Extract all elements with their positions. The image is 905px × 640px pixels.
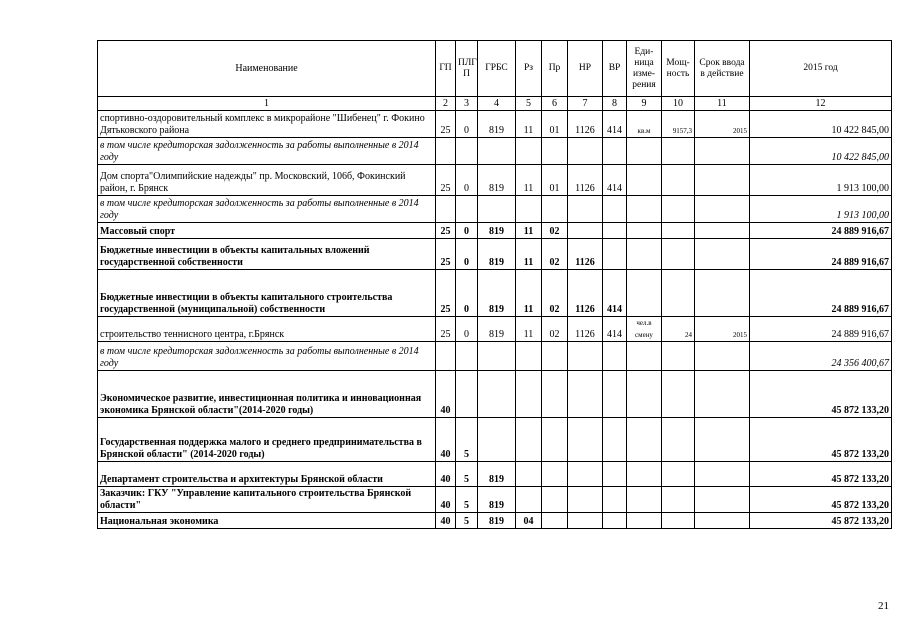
column-number: 5 bbox=[516, 97, 542, 111]
row-unit bbox=[627, 270, 662, 317]
row-amount: 24 889 916,67 bbox=[750, 270, 892, 317]
row-grbs: 819 bbox=[478, 462, 516, 487]
row-rz bbox=[516, 371, 542, 418]
row-plgp: 5 bbox=[456, 418, 478, 462]
row-name: Бюджетные инвестиции в объекты капитального строительства государственной (муниципальной) собственности bbox=[98, 270, 436, 317]
header-grbs: ГРБС bbox=[478, 41, 516, 97]
row-pr: 02 bbox=[542, 270, 568, 317]
row-gp: 25 bbox=[436, 239, 456, 270]
row-grbs: 819 bbox=[478, 270, 516, 317]
row-term bbox=[695, 418, 750, 462]
row-rz: 11 bbox=[516, 239, 542, 270]
row-vr: 414 bbox=[603, 270, 627, 317]
table-row bbox=[98, 462, 892, 487]
row-term bbox=[695, 462, 750, 487]
row-unit: чел.в смену bbox=[627, 317, 662, 342]
row-term: 2015 bbox=[695, 111, 750, 138]
header-vr: ВР bbox=[603, 41, 627, 97]
row-vr: 414 bbox=[603, 165, 627, 196]
row-plgp bbox=[456, 196, 478, 223]
table-row bbox=[98, 239, 892, 270]
row-amount: 45 872 133,20 bbox=[750, 371, 892, 418]
row-pr bbox=[542, 462, 568, 487]
column-number: 6 bbox=[542, 97, 568, 111]
row-power bbox=[662, 371, 695, 418]
row-vr bbox=[603, 487, 627, 513]
row-vr bbox=[603, 223, 627, 239]
row-nr bbox=[568, 138, 603, 165]
row-vr bbox=[603, 513, 627, 529]
row-rz: 11 bbox=[516, 223, 542, 239]
row-name: Департамент строительства и архитектуры Брянской области bbox=[98, 462, 436, 487]
column-number: 8 bbox=[603, 97, 627, 111]
header-pr: Пр bbox=[542, 41, 568, 97]
row-grbs: 819 bbox=[478, 111, 516, 138]
row-rz bbox=[516, 138, 542, 165]
row-pr bbox=[542, 371, 568, 418]
row-amount: 24 356 400,67 bbox=[750, 342, 892, 371]
row-power bbox=[662, 513, 695, 529]
budget-table bbox=[97, 40, 892, 529]
row-grbs: 819 bbox=[478, 223, 516, 239]
row-grbs: 819 bbox=[478, 239, 516, 270]
row-name: строительство теннисного центра, г.Брянск bbox=[98, 317, 436, 342]
row-vr bbox=[603, 462, 627, 487]
row-rz: 11 bbox=[516, 317, 542, 342]
row-gp: 25 bbox=[436, 165, 456, 196]
row-grbs: 819 bbox=[478, 513, 516, 529]
row-rz bbox=[516, 196, 542, 223]
row-term bbox=[695, 487, 750, 513]
row-unit bbox=[627, 418, 662, 462]
row-term bbox=[695, 138, 750, 165]
column-number: 1 bbox=[98, 97, 436, 111]
row-power: 9157,3 bbox=[662, 111, 695, 138]
row-name: Национальная экономика bbox=[98, 513, 436, 529]
row-plgp: 5 bbox=[456, 462, 478, 487]
row-power bbox=[662, 196, 695, 223]
row-amount: 24 889 916,67 bbox=[750, 223, 892, 239]
row-nr bbox=[568, 196, 603, 223]
column-number: 12 bbox=[750, 97, 892, 111]
row-pr bbox=[542, 418, 568, 462]
column-number: 7 bbox=[568, 97, 603, 111]
header-rz: Рз bbox=[516, 41, 542, 97]
row-unit bbox=[627, 223, 662, 239]
row-name: Экономическое развитие, инвестиционная политика и инновационная экономика Брянской области"(2014-2020 годы) bbox=[98, 371, 436, 418]
row-gp: 40 bbox=[436, 418, 456, 462]
row-amount: 45 872 133,20 bbox=[750, 513, 892, 529]
row-pr bbox=[542, 513, 568, 529]
row-amount: 24 889 916,67 bbox=[750, 317, 892, 342]
row-name: в том числе кредиторская задолженность за работы выполненные в 2014 году bbox=[98, 138, 436, 165]
column-number: 11 bbox=[695, 97, 750, 111]
row-plgp: 5 bbox=[456, 513, 478, 529]
row-name: Массовый спорт bbox=[98, 223, 436, 239]
row-unit bbox=[627, 487, 662, 513]
row-unit bbox=[627, 196, 662, 223]
row-plgp: 0 bbox=[456, 223, 478, 239]
row-vr bbox=[603, 342, 627, 371]
row-nr bbox=[568, 487, 603, 513]
row-power: 24 bbox=[662, 317, 695, 342]
row-power bbox=[662, 165, 695, 196]
row-rz: 11 bbox=[516, 165, 542, 196]
row-unit bbox=[627, 371, 662, 418]
row-nr bbox=[568, 418, 603, 462]
row-grbs bbox=[478, 138, 516, 165]
row-name: Дом спорта"Олимпийские надежды" пр. Московский, 106б, Фокинский район, г. Брянск bbox=[98, 165, 436, 196]
column-number-row bbox=[98, 97, 892, 111]
row-unit bbox=[627, 165, 662, 196]
table-row bbox=[98, 487, 892, 513]
row-name: в том числе кредиторская задолженность за работы выполненные в 2014 году bbox=[98, 196, 436, 223]
row-grbs bbox=[478, 418, 516, 462]
row-amount: 10 422 845,00 bbox=[750, 111, 892, 138]
row-amount: 45 872 133,20 bbox=[750, 487, 892, 513]
column-number: 2 bbox=[436, 97, 456, 111]
table-row bbox=[98, 513, 892, 529]
header-nr: НР bbox=[568, 41, 603, 97]
row-gp: 40 bbox=[436, 371, 456, 418]
table-row bbox=[98, 317, 892, 342]
row-plgp: 0 bbox=[456, 165, 478, 196]
row-gp: 25 bbox=[436, 223, 456, 239]
row-amount: 1 913 100,00 bbox=[750, 165, 892, 196]
header-unit: Еди- ница изме- рения bbox=[627, 41, 662, 97]
row-power bbox=[662, 487, 695, 513]
row-plgp: 0 bbox=[456, 239, 478, 270]
row-amount: 1 913 100,00 bbox=[750, 196, 892, 223]
row-rz bbox=[516, 487, 542, 513]
row-pr: 01 bbox=[542, 165, 568, 196]
row-unit: кв.м bbox=[627, 111, 662, 138]
row-amount: 45 872 133,20 bbox=[750, 418, 892, 462]
row-term bbox=[695, 513, 750, 529]
row-rz: 04 bbox=[516, 513, 542, 529]
row-term bbox=[695, 223, 750, 239]
row-vr bbox=[603, 239, 627, 270]
row-pr: 01 bbox=[542, 111, 568, 138]
table-row bbox=[98, 371, 892, 418]
row-grbs: 819 bbox=[478, 487, 516, 513]
row-power bbox=[662, 223, 695, 239]
row-pr bbox=[542, 487, 568, 513]
row-term bbox=[695, 342, 750, 371]
row-nr: 1126 bbox=[568, 317, 603, 342]
row-vr: 414 bbox=[603, 317, 627, 342]
table-row bbox=[98, 138, 892, 165]
row-grbs: 819 bbox=[478, 317, 516, 342]
table-body bbox=[98, 111, 892, 529]
row-gp: 25 bbox=[436, 111, 456, 138]
row-pr bbox=[542, 138, 568, 165]
row-unit bbox=[627, 462, 662, 487]
table-row bbox=[98, 418, 892, 462]
column-number: 10 bbox=[662, 97, 695, 111]
row-nr: 1126 bbox=[568, 270, 603, 317]
row-nr: 1126 bbox=[568, 111, 603, 138]
row-amount: 24 889 916,67 bbox=[750, 239, 892, 270]
table-row bbox=[98, 342, 892, 371]
row-nr bbox=[568, 462, 603, 487]
row-term: 2015 bbox=[695, 317, 750, 342]
row-pr bbox=[542, 196, 568, 223]
row-vr bbox=[603, 418, 627, 462]
row-gp: 40 bbox=[436, 487, 456, 513]
row-power bbox=[662, 138, 695, 165]
column-number: 4 bbox=[478, 97, 516, 111]
row-rz: 11 bbox=[516, 111, 542, 138]
row-grbs bbox=[478, 196, 516, 223]
row-grbs: 819 bbox=[478, 165, 516, 196]
row-plgp: 0 bbox=[456, 270, 478, 317]
row-rz bbox=[516, 418, 542, 462]
row-plgp: 0 bbox=[456, 111, 478, 138]
row-amount: 45 872 133,20 bbox=[750, 462, 892, 487]
row-term bbox=[695, 270, 750, 317]
row-term bbox=[695, 239, 750, 270]
header-gp: ГП bbox=[436, 41, 456, 97]
row-pr: 02 bbox=[542, 239, 568, 270]
row-pr bbox=[542, 342, 568, 371]
row-power bbox=[662, 342, 695, 371]
row-vr bbox=[603, 196, 627, 223]
row-unit bbox=[627, 239, 662, 270]
row-amount: 10 422 845,00 bbox=[750, 138, 892, 165]
row-power bbox=[662, 418, 695, 462]
row-gp: 40 bbox=[436, 513, 456, 529]
row-power bbox=[662, 270, 695, 317]
row-term bbox=[695, 196, 750, 223]
row-power bbox=[662, 462, 695, 487]
page-number: 21 bbox=[878, 600, 889, 612]
row-plgp: 0 bbox=[456, 317, 478, 342]
row-rz bbox=[516, 342, 542, 371]
row-plgp bbox=[456, 138, 478, 165]
row-nr bbox=[568, 513, 603, 529]
row-name: Государственная поддержка малого и среднего предпринимательства в Брянской области" (2014-2020 годы) bbox=[98, 418, 436, 462]
row-plgp bbox=[456, 371, 478, 418]
column-number: 3 bbox=[456, 97, 478, 111]
row-name: в том числе кредиторская задолженность за работы выполненные в 2014 году bbox=[98, 342, 436, 371]
row-unit bbox=[627, 138, 662, 165]
row-nr: 1126 bbox=[568, 239, 603, 270]
row-term bbox=[695, 371, 750, 418]
row-gp bbox=[436, 138, 456, 165]
row-power bbox=[662, 239, 695, 270]
row-unit bbox=[627, 342, 662, 371]
table-row bbox=[98, 196, 892, 223]
row-nr: 1126 bbox=[568, 165, 603, 196]
header-power: Мощ- ность bbox=[662, 41, 695, 97]
row-gp bbox=[436, 196, 456, 223]
row-vr: 414 bbox=[603, 111, 627, 138]
row-gp: 25 bbox=[436, 270, 456, 317]
header-name: Наименование bbox=[98, 41, 436, 97]
row-rz bbox=[516, 462, 542, 487]
header-term: Срок ввода в действие bbox=[695, 41, 750, 97]
table-row bbox=[98, 165, 892, 196]
row-rz: 11 bbox=[516, 270, 542, 317]
table-row bbox=[98, 111, 892, 138]
row-name: Бюджетные инвестиции в объекты капитальных вложений государственной собственности bbox=[98, 239, 436, 270]
row-gp: 40 bbox=[436, 462, 456, 487]
row-plgp bbox=[456, 342, 478, 371]
row-unit bbox=[627, 513, 662, 529]
table-row bbox=[98, 223, 892, 239]
table-row bbox=[98, 270, 892, 317]
header-plgp: ПЛГ П bbox=[456, 41, 478, 97]
row-gp: 25 bbox=[436, 317, 456, 342]
row-nr bbox=[568, 371, 603, 418]
header-year: 2015 год bbox=[750, 41, 892, 97]
row-term bbox=[695, 165, 750, 196]
row-grbs bbox=[478, 371, 516, 418]
row-plgp: 5 bbox=[456, 487, 478, 513]
table-header-row bbox=[98, 41, 892, 97]
row-pr: 02 bbox=[542, 317, 568, 342]
row-nr bbox=[568, 223, 603, 239]
row-gp bbox=[436, 342, 456, 371]
row-grbs bbox=[478, 342, 516, 371]
column-number: 9 bbox=[627, 97, 662, 111]
row-name: Заказчик: ГКУ "Управление капитального строительства Брянской области" bbox=[98, 487, 436, 513]
row-nr bbox=[568, 342, 603, 371]
row-pr: 02 bbox=[542, 223, 568, 239]
row-name: спортивно-оздоровительный комплекс в микрорайоне "Шибенец" г. Фокино Дятьковского района bbox=[98, 111, 436, 138]
row-vr bbox=[603, 371, 627, 418]
row-vr bbox=[603, 138, 627, 165]
